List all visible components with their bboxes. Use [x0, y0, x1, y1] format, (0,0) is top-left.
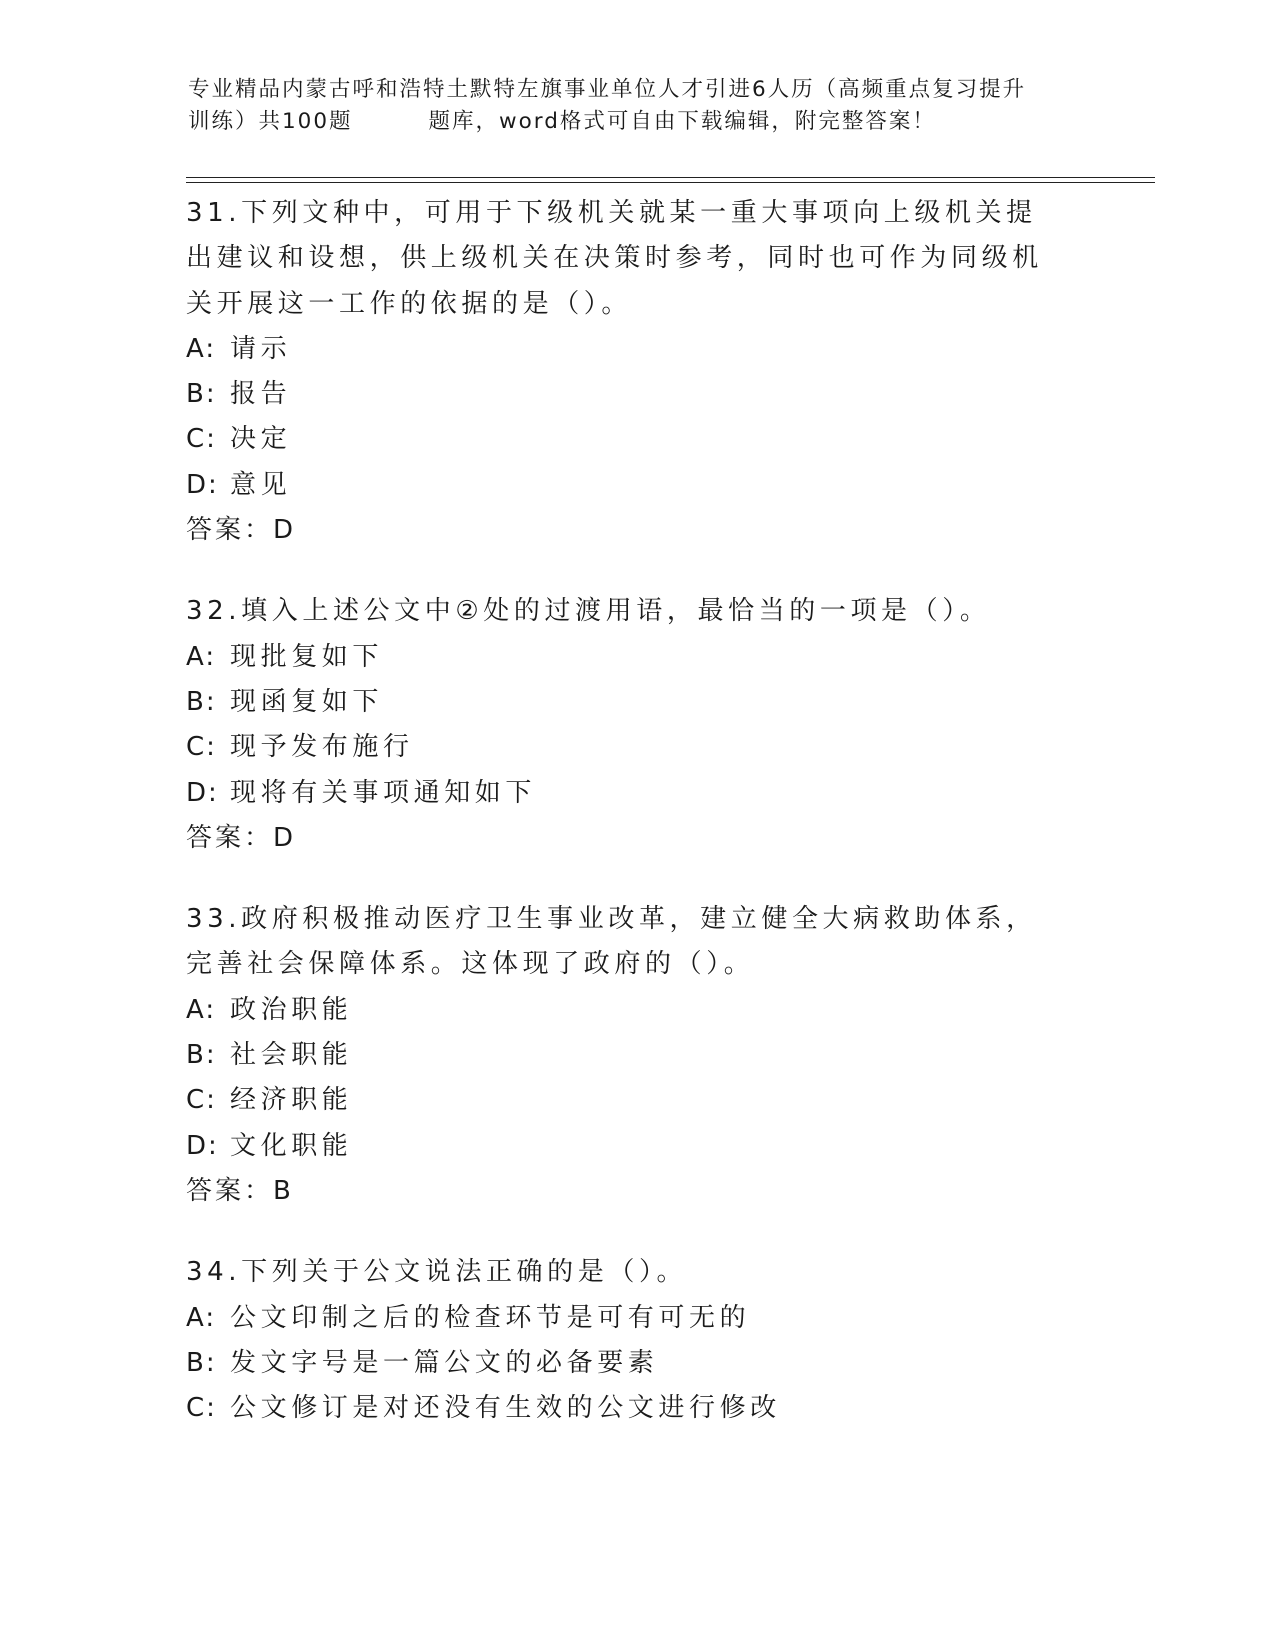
- option-letter: A:: [186, 1302, 217, 1333]
- option-text: 现予发布施行: [230, 732, 414, 763]
- option-item: [186, 1386, 1086, 1431]
- option-letter: C:: [186, 1085, 217, 1116]
- option-letter: A:: [186, 641, 217, 672]
- answer-label: 答案：: [186, 515, 274, 546]
- option-text: 社会职能: [230, 1040, 353, 1071]
- option-letter: A:: [186, 333, 217, 364]
- answer-line: [186, 816, 1086, 861]
- answer-label: 答案：: [186, 822, 274, 853]
- question-text: 33.政府积极推动医疗卫生事业改革，建立健全大病救助体系，完善社会保障体系。这体现了政府的（）。: [186, 904, 1037, 980]
- option-text: 报告: [230, 379, 292, 410]
- option-text: 现函复如下: [230, 686, 384, 717]
- option-letter: C:: [186, 732, 217, 763]
- option-item: [186, 635, 1086, 680]
- document-header: [188, 74, 1088, 138]
- option-letter: B:: [186, 379, 217, 410]
- option-letter: B:: [186, 686, 217, 717]
- answer-line: [186, 508, 1086, 553]
- option-text: 公文修订是对还没有生效的公文进行修改: [230, 1393, 781, 1424]
- option-item: [186, 1078, 1086, 1123]
- option-item: [186, 463, 1086, 508]
- option-letter: D:: [186, 469, 219, 500]
- option-text: 决定: [230, 424, 292, 455]
- option-text: 现将有关事项通知如下: [230, 777, 537, 808]
- option-item: [186, 1341, 1086, 1386]
- question-text: 32.填入上述公文中②处的过渡用语，最恰当的一项是（）。: [186, 596, 991, 627]
- option-letter: C:: [186, 1393, 217, 1424]
- question-text: 31.下列文种中，可用于下级机关就某一重大事项向上级机关提出建议和设想，供上级机关在决策时参考，同时也可作为同级机关开展这一工作的依据的是（）。: [186, 198, 1043, 319]
- option-item: [186, 1033, 1086, 1078]
- option-item: [186, 1124, 1086, 1169]
- option-text: 经济职能: [230, 1085, 353, 1116]
- header-divider-bottom: [186, 182, 1155, 183]
- question-list: [186, 191, 1086, 1467]
- option-item: [186, 327, 1086, 372]
- option-text: 意见: [230, 469, 292, 500]
- header-title-line1: 专业精品内蒙古呼和浩特土默特左旗事业单位人才引进6人历（高频重点复习提升: [188, 77, 1027, 102]
- option-item: [186, 1296, 1086, 1341]
- option-letter: D:: [186, 777, 219, 808]
- option-text: 文化职能: [230, 1130, 353, 1161]
- question-item: [186, 1250, 1086, 1431]
- option-text: 现批复如下: [230, 641, 384, 672]
- option-text: 政治职能: [230, 994, 353, 1025]
- question-item: [186, 191, 1086, 553]
- answer-value: B: [273, 1175, 294, 1206]
- option-letter: B:: [186, 1347, 217, 1378]
- option-letter: D:: [186, 1130, 219, 1161]
- header-title-line2-right: 题库，word格式可自由下载编辑，附完整答案！: [428, 109, 936, 134]
- option-text: 公文印制之后的检查环节是可有可无的: [230, 1302, 751, 1333]
- option-item: [186, 725, 1086, 770]
- answer-value: D: [273, 515, 297, 546]
- question-text: 34.下列关于公文说法正确的是（）。: [186, 1257, 688, 1288]
- option-letter: B:: [186, 1040, 217, 1071]
- question-item: [186, 897, 1086, 1214]
- option-letter: C:: [186, 424, 217, 455]
- option-item: [186, 771, 1086, 816]
- option-item: [186, 372, 1086, 417]
- option-item: [186, 680, 1086, 725]
- answer-label: 答案：: [186, 1175, 274, 1206]
- header-title-line2-left: 训练）共100题: [188, 109, 353, 134]
- option-item: [186, 988, 1086, 1033]
- option-item: [186, 417, 1086, 462]
- option-text: 发文字号是一篇公文的必备要素: [230, 1347, 659, 1378]
- answer-line: [186, 1169, 1086, 1214]
- header-title-line2: [188, 106, 1088, 138]
- question-item: [186, 589, 1086, 861]
- answer-value: D: [273, 822, 297, 853]
- option-text: 请示: [230, 333, 292, 364]
- header-divider-top: [186, 177, 1155, 178]
- option-letter: A:: [186, 994, 217, 1025]
